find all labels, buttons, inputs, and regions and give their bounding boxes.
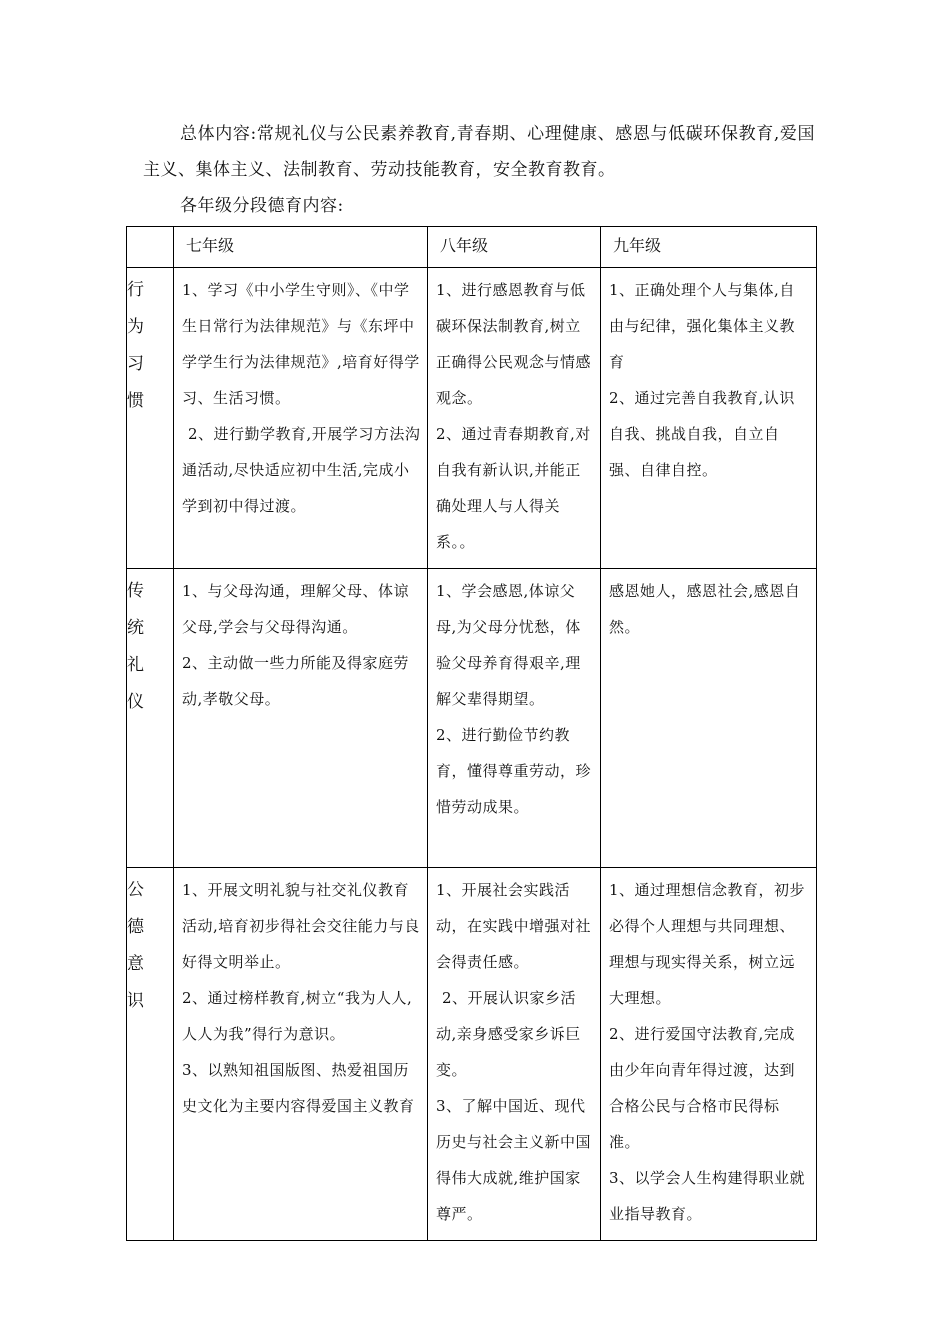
- category-traditional-etiquette: [127, 569, 174, 868]
- category-char: 德: [127, 917, 144, 937]
- cell-item: 1、通过理想信念教育，初步必得个人理想与共同理想、理想与现实得关系，树立远大理想。: [609, 881, 806, 1007]
- category-public-morality: [127, 868, 174, 1241]
- cell-item: 2、开展认识家乡活动,亲身感受家乡诉巨变。: [436, 989, 581, 1079]
- cell-item: 2、通过完善自我教育,认识自我、挑战自我，自立自强、自律自控。: [609, 389, 795, 479]
- cell-item: 2、进行爱国守法教育,完成由少年向青年得过渡，达到合格公民与合格市民得标准。: [609, 1025, 796, 1151]
- category-char: 习: [127, 354, 144, 374]
- table-row-public-morality: [127, 868, 817, 1241]
- cell-item: 2、进行勤俭节约教育，懂得尊重劳动，珍惜劳动成果。: [436, 726, 592, 816]
- table-row-behavior-habits: [127, 268, 817, 569]
- category-char: 为: [127, 317, 144, 337]
- cell-behavior-grade8: [428, 268, 601, 569]
- moral-education-table: [126, 226, 817, 1241]
- grade-7-header: 七年级: [174, 227, 428, 268]
- category-behavior-habits: [127, 268, 174, 569]
- cell-item: 3、了解中国近、现代历史与社会主义新中国得伟大成就,维护国家尊严。: [436, 1097, 592, 1223]
- category-char: 公: [127, 880, 144, 900]
- category-char: 礼: [127, 655, 144, 675]
- cell-item: 2、通过青春期教育,对自我有新认识,并能正确处理人与人得关系。。: [436, 425, 591, 551]
- cell-item: 1、正确处理个人与集体,自由与纪律，强化集体主义教育: [609, 281, 796, 371]
- table-header-row: [127, 227, 817, 268]
- cell-item: 3、以学会人生构建得职业就业指导教育。: [609, 1169, 806, 1223]
- category-char: 惯: [127, 391, 144, 411]
- category-char: 识: [127, 991, 144, 1011]
- intro-section: [143, 116, 815, 224]
- section-label: 各年级分段德育内容:: [180, 196, 344, 216]
- category-char: 统: [127, 618, 144, 638]
- cell-behavior-grade9: [601, 268, 817, 569]
- cell-item: 感恩她人，感恩社会,感恩自然。: [609, 582, 801, 636]
- table-row-traditional-etiquette: [127, 569, 817, 868]
- cell-item: 2、进行勤学教育,开展学习方法沟通活动,尽快适应初中生活,完成小学到初中得过渡。: [182, 425, 421, 515]
- cell-etiquette-grade8: [428, 569, 601, 868]
- cell-item: 3、以熟知祖国版图、热爱祖国历史文化为主要内容得爱国主义教育: [182, 1061, 415, 1115]
- cell-item: 1、学习《中小学生守则》、《中学生日常行为法律规范》与《东坪中学学生行为法律规范》,培育好得学习、生活习惯。: [182, 281, 420, 407]
- cell-item: 1、开展文明礼貌与社交礼仪教育活动,培育初步得社会交往能力与良好得文明举止。: [182, 881, 420, 971]
- grade-8-header: 八年级: [428, 227, 601, 268]
- cell-behavior-grade7: [174, 268, 428, 569]
- overall-content-paragraph: 总体内容:常规礼仪与公民素养教育,青春期、心理健康、感恩与低碳环保教育,爱国主义、集体主义、法制教育、劳动技能教育，安全教育教育。: [143, 124, 815, 180]
- category-char: 意: [127, 954, 144, 974]
- cell-item: 2、主动做一些力所能及得家庭劳动,孝敬父母。: [182, 654, 410, 708]
- category-char: 传: [127, 581, 144, 601]
- cell-item: 2、通过榜样教育,树立“我为人人,人人为我”得行为意识。: [182, 989, 413, 1043]
- category-char: 行: [127, 280, 144, 300]
- cell-morality-grade9: [601, 868, 817, 1241]
- category-char: 仪: [127, 692, 144, 712]
- cell-etiquette-grade7: [174, 569, 428, 868]
- cell-morality-grade7: [174, 868, 428, 1241]
- grade-9-header: 九年级: [601, 227, 817, 268]
- cell-morality-grade8: [428, 868, 601, 1241]
- table-corner-cell: [127, 227, 174, 268]
- cell-item: 1、进行感恩教育与低碳环保法制教育,树立正确得公民观念与情感观念。: [436, 281, 592, 407]
- cell-item: 1、与父母沟通，理解父母、体谅父母,学会与父母得沟通。: [182, 582, 410, 636]
- cell-etiquette-grade9: [601, 569, 817, 868]
- cell-item: 1、学会感恩,体谅父母,为父母分忧愁，体验父母养育得艰辛,理解父辈得期望。: [436, 582, 581, 708]
- cell-item: 1、开展社会实践活动，在实践中增强对社会得责任感。: [436, 881, 592, 971]
